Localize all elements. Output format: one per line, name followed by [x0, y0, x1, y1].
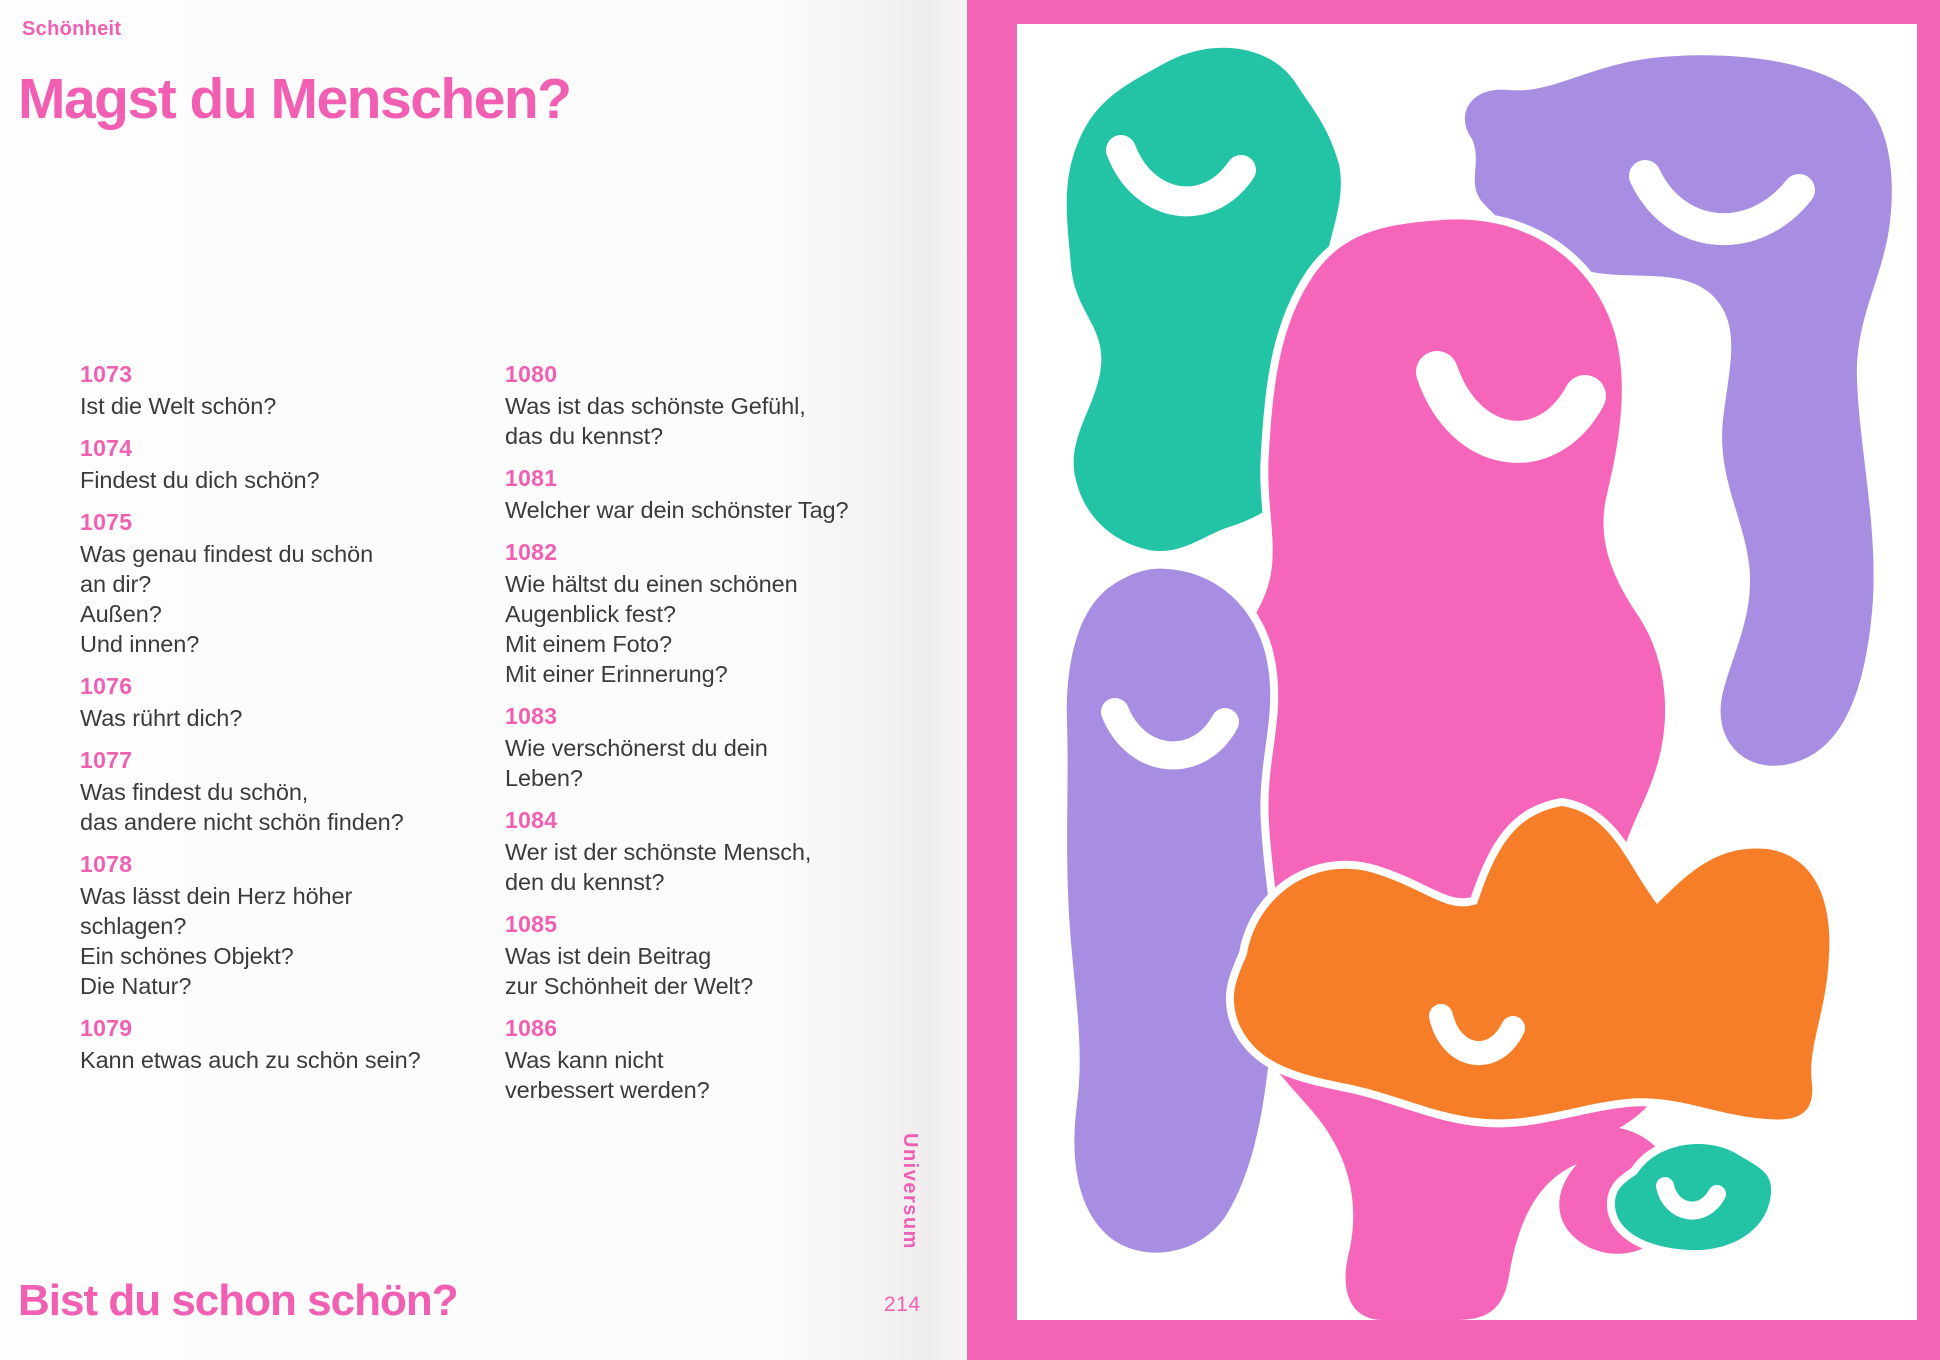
question-item — [505, 702, 925, 793]
question-item — [505, 910, 925, 1001]
question-number: 1083 — [505, 703, 558, 729]
question-number: 1077 — [80, 747, 133, 773]
question-line: schlagen? — [80, 913, 187, 939]
question-line: Leben? — [505, 765, 583, 791]
question-item — [80, 850, 480, 1001]
question-line: verbessert werden? — [505, 1077, 710, 1103]
question-line: Ist die Welt schön? — [80, 393, 277, 419]
page-number: 214 — [884, 1293, 921, 1316]
right-page — [967, 0, 1940, 1360]
question-line: Mit einer Erinnerung? — [505, 661, 728, 687]
question-item — [505, 360, 925, 451]
blob-teal-small — [1615, 1144, 1771, 1250]
question-item — [505, 538, 925, 689]
question-line: Findest du dich schön? — [80, 467, 320, 493]
question-line: Was findest du schön, — [80, 779, 309, 805]
question-line: Was rührt dich? — [80, 705, 243, 731]
question-number: 1085 — [505, 911, 558, 937]
question-line: an dir? — [80, 571, 152, 597]
question-line: das andere nicht schön finden? — [80, 809, 404, 835]
question-line: das du kennst? — [505, 423, 663, 449]
question-column-2 — [505, 360, 925, 1118]
question-number: 1080 — [505, 361, 558, 387]
question-line: Ein schönes Objekt? — [80, 943, 294, 969]
question-item — [80, 508, 480, 659]
question-line: zur Schönheit der Welt? — [505, 973, 754, 999]
artwork-panel — [1017, 24, 1917, 1320]
question-line: Mit einem Foto? — [505, 631, 672, 657]
question-line: Was genau findest du schön — [80, 541, 374, 567]
question-number: 1073 — [80, 361, 133, 387]
question-line: Was ist das schönste Gefühl, — [505, 393, 806, 419]
blob-purple-left — [1067, 569, 1275, 1253]
question-line: Kann etwas auch zu schön sein? — [80, 1047, 421, 1073]
question-column-1 — [80, 360, 480, 1088]
page-title: Magst du Menschen? — [18, 67, 571, 131]
question-line: Wie hältst du einen schönen — [505, 571, 798, 597]
question-number: 1076 — [80, 673, 133, 699]
question-item — [505, 1014, 925, 1105]
question-line: Was ist dein Beitrag — [505, 943, 712, 969]
blob-artwork — [1017, 24, 1917, 1320]
next-chapter-title: Bist du schon schön? — [18, 1276, 458, 1325]
question-item — [80, 434, 480, 495]
question-number: 1074 — [80, 435, 133, 461]
question-number: 1078 — [80, 851, 133, 877]
question-line: Wie verschönerst du dein — [505, 735, 768, 761]
question-number: 1075 — [80, 509, 133, 535]
question-line: Welcher war dein schönster Tag? — [505, 497, 849, 523]
chapter-kicker: Schönheit — [22, 18, 122, 40]
question-number: 1082 — [505, 539, 558, 565]
question-line: Wer ist der schönste Mensch, — [505, 839, 812, 865]
chapter-side-label: Universum — [899, 1133, 921, 1250]
question-line: Augenblick fest? — [505, 601, 676, 627]
question-number: 1084 — [505, 807, 558, 833]
question-line: Außen? — [80, 601, 162, 627]
question-item — [505, 806, 925, 897]
question-line: den du kennst? — [505, 869, 665, 895]
question-item — [80, 672, 480, 733]
question-line: Was kann nicht — [505, 1047, 664, 1073]
left-page — [0, 0, 967, 1360]
question-item — [505, 464, 925, 525]
question-item — [80, 1014, 480, 1075]
question-item — [80, 360, 480, 421]
question-line: Die Natur? — [80, 973, 192, 999]
question-line: Und innen? — [80, 631, 200, 657]
question-number: 1086 — [505, 1015, 558, 1041]
question-item — [80, 746, 480, 837]
question-number: 1081 — [505, 465, 558, 491]
question-line: Was lässt dein Herz höher — [80, 883, 353, 909]
question-number: 1079 — [80, 1015, 133, 1041]
